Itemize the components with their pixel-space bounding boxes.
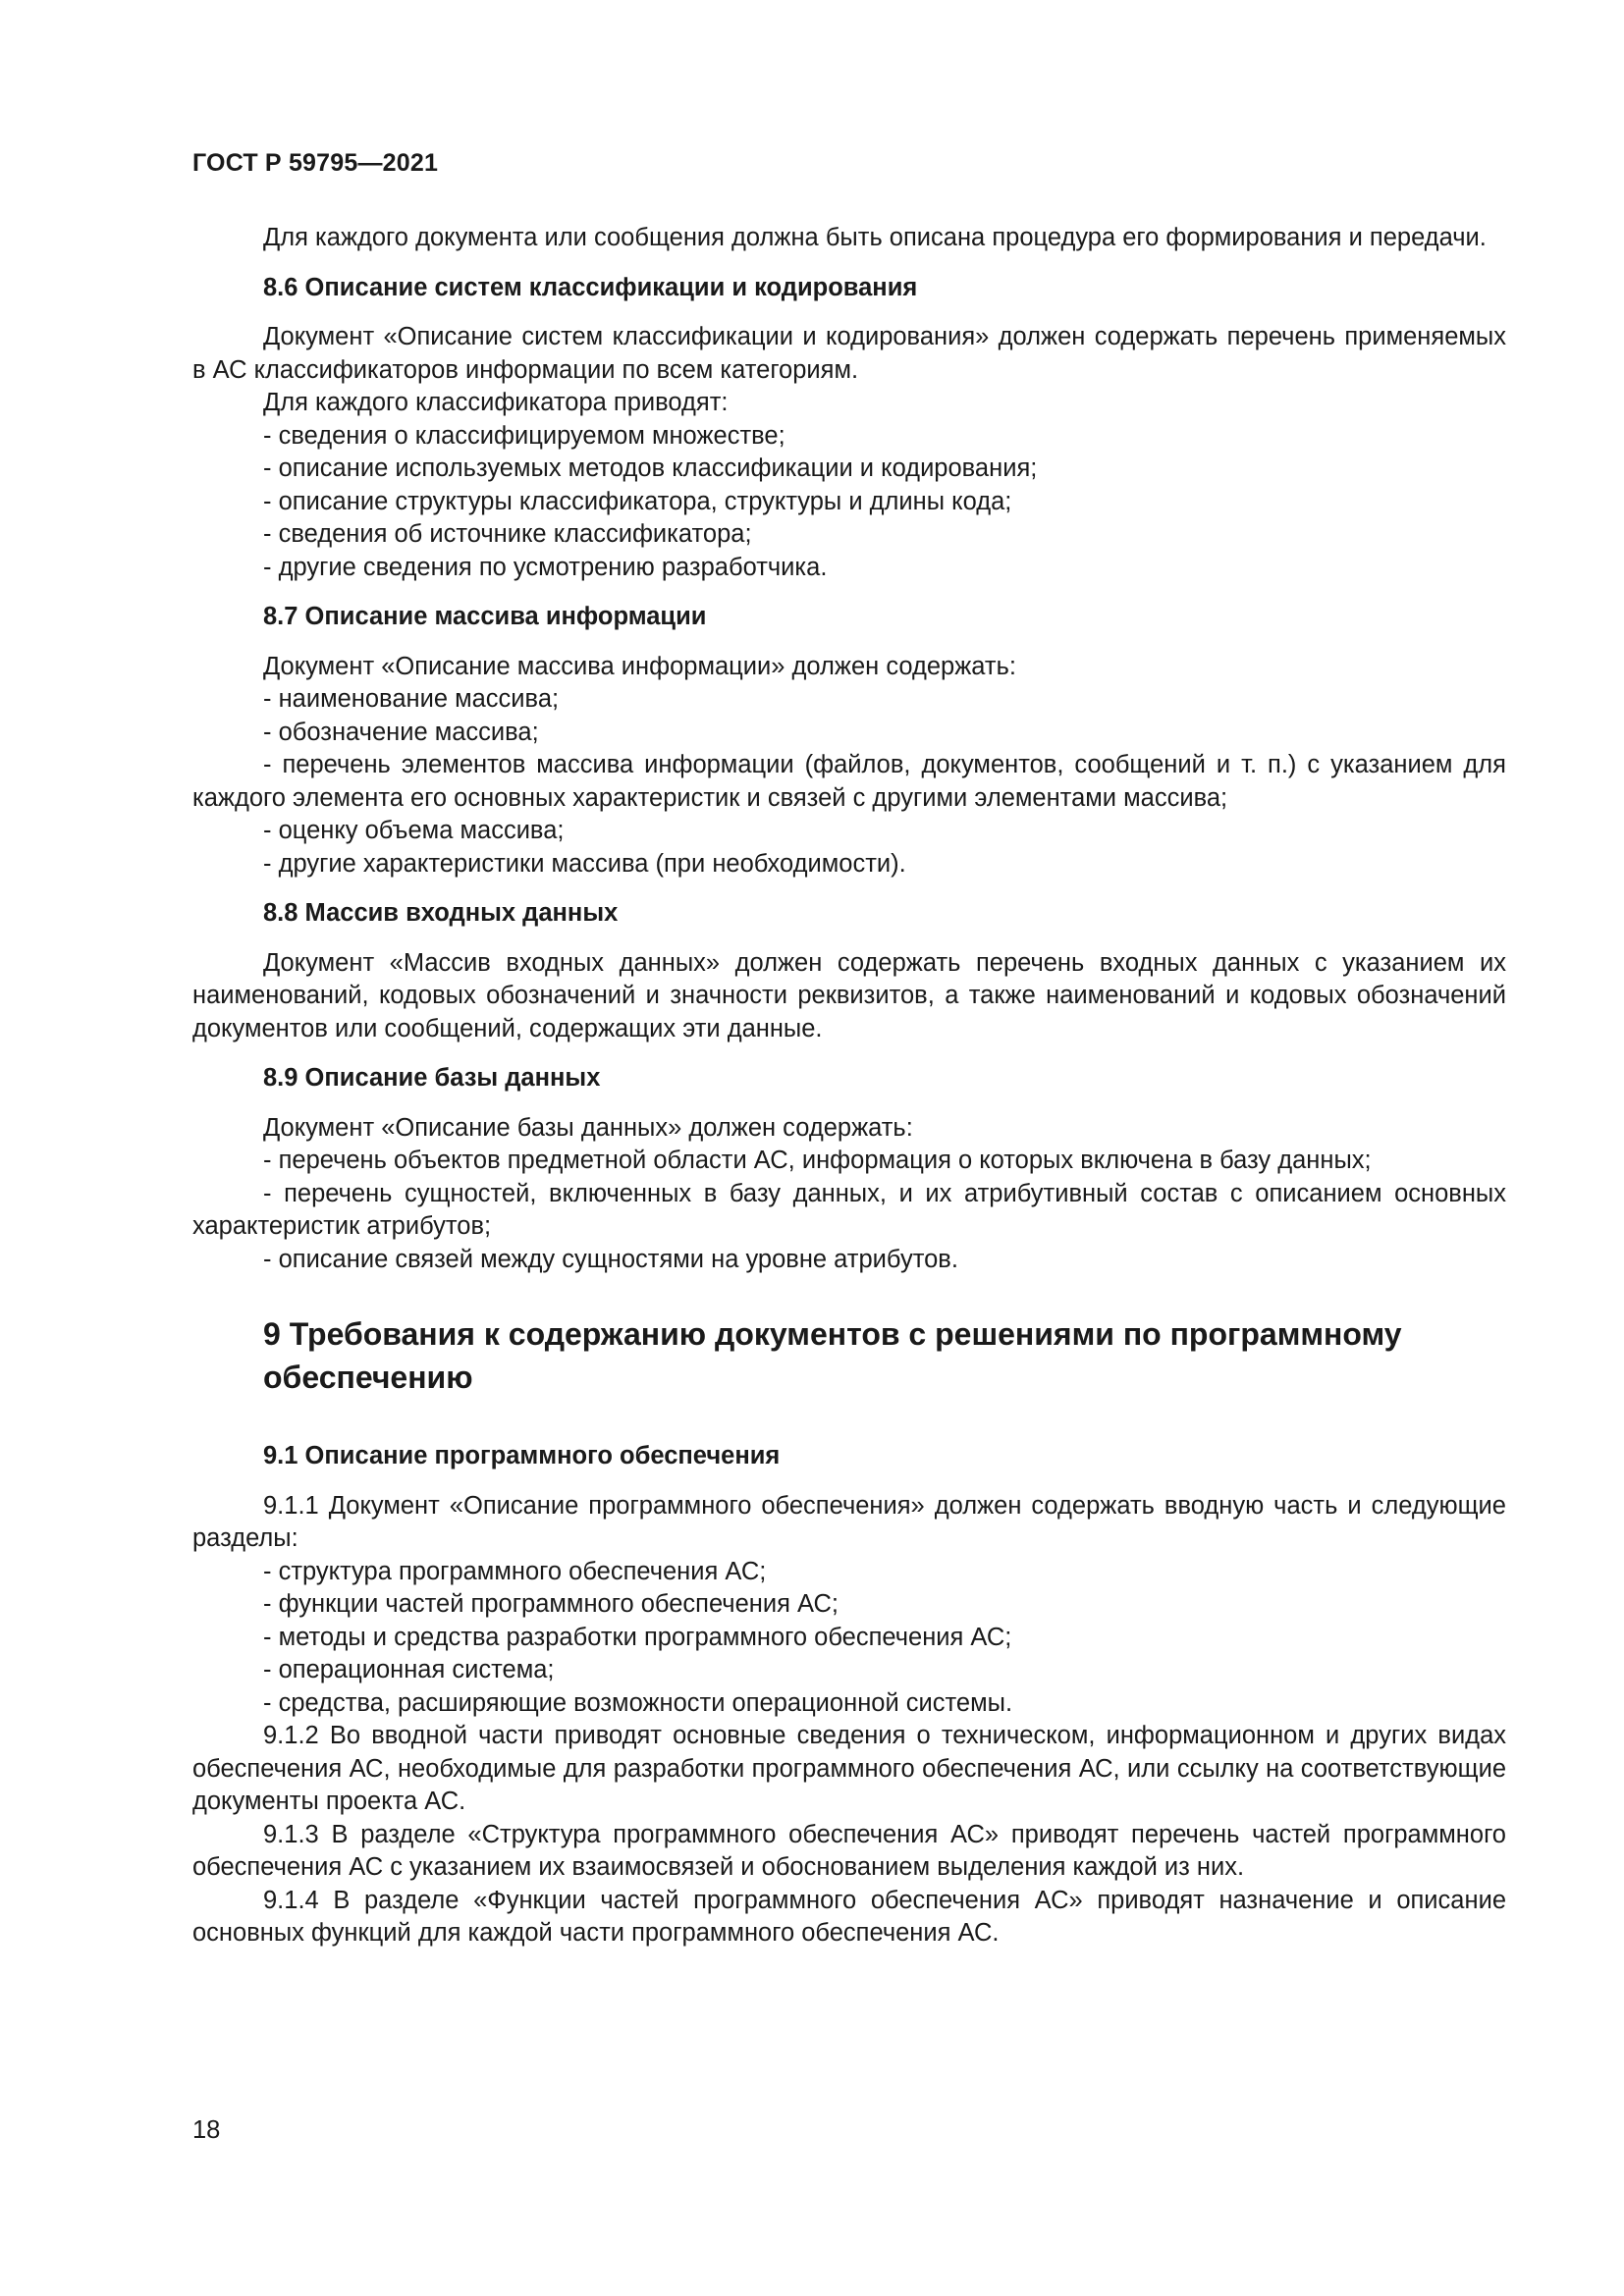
- intro-paragraph: Для каждого документа или сообщения должна быть описана процедура его формирования и передачи.: [263, 224, 1487, 251]
- list-item: - перечень элементов массива информации (файлов, документов, сообщений и т. п.) с указанием для каждого элемента его основных характеристик и связей с другими элементами массива;: [192, 751, 1506, 812]
- list-item: - описание связей между сущностями на уровне атрибутов.: [263, 1245, 958, 1273]
- section-8-6-paragraph-1: Документ «Описание систем классификации и кодирования» должен содержать перечень применяемых в АС классификаторов информации по всем категориям.: [192, 323, 1506, 384]
- section-9-1-2-paragraph: 9.1.2 Во вводной части приводят основные сведения о техническом, информационном и других видах обеспечения АС, необходимые для разработки программного обеспечения АС, или ссылку на соответствующие документы проекта АС.: [192, 1722, 1506, 1815]
- list-item: - операционная система;: [263, 1656, 555, 1683]
- section-9-1-heading: 9.1 Описание программного обеспечения: [263, 1442, 781, 1469]
- page-number: 18: [192, 2116, 221, 2144]
- list-item: - оценку объема массива;: [263, 817, 565, 844]
- list-item: - другие сведения по усмотрению разработчика.: [263, 553, 828, 581]
- list-item: - наименование массива;: [263, 685, 560, 713]
- section-8-9-heading: 8.9 Описание базы данных: [263, 1064, 601, 1092]
- list-item: - структура программного обеспечения АС;: [263, 1557, 767, 1585]
- section-9-1-4-paragraph: 9.1.4 В разделе «Функции частей программного обеспечения АС» приводят назначение и описание основных функций для каждой части программного обеспечения АС.: [192, 1886, 1506, 1947]
- document-header-id: ГОСТ Р 59795—2021: [192, 149, 439, 177]
- list-item: - методы и средства разработки программного обеспечения АС;: [263, 1623, 1012, 1651]
- list-item: - другие характеристики массива (при необходимости).: [263, 849, 906, 878]
- section-8-6-heading: 8.6 Описание систем классификации и кодирования: [263, 273, 918, 301]
- section-8-8-heading: 8.8 Массив входных данных: [263, 899, 619, 927]
- section-8-8-paragraph-1: Документ «Массив входных данных» должен содержать перечень входных данных с указанием их наименований, кодовых обозначений и значности реквизитов, а также наименований и кодовых обозначений документов или сообщений, содержащих эти данные.: [192, 948, 1506, 1042]
- list-item: - описание структуры классификатора, структуры и длины кода;: [263, 487, 1012, 515]
- list-item: - сведения о классифицируемом множестве;: [263, 421, 785, 450]
- list-item: - описание используемых методов классификации и кодирования;: [263, 454, 1038, 482]
- section-9-1-3-paragraph: 9.1.3 В разделе «Структура программного обеспечения АС» приводят перечень частей программного обеспечения АС с указанием их взаимосвязей и обоснованием выделения каждой из них.: [192, 1820, 1506, 1881]
- list-item: - средства, расширяющие возможности операционной системы.: [263, 1688, 1013, 1717]
- list-item: - функции частей программного обеспечения АС;: [263, 1590, 839, 1618]
- list-item: - перечень сущностей, включенных в базу данных, и их атрибутивный состав с описанием основных характеристик атрибутов;: [192, 1179, 1506, 1240]
- list-item: - обозначение массива;: [263, 718, 539, 746]
- section-9-1-1-paragraph: 9.1.1 Документ «Описание программного обеспечения» должен содержать вводную часть и следующие разделы:: [192, 1491, 1506, 1552]
- section-8-7-paragraph-1: Документ «Описание массива информации» должен содержать:: [263, 652, 1016, 680]
- section-8-9-paragraph-1: Документ «Описание базы данных» должен содержать:: [263, 1113, 913, 1142]
- section-8-7-heading: 8.7 Описание массива информации: [263, 603, 707, 630]
- list-item: - сведения об источнике классификатора;: [263, 520, 752, 548]
- list-item: - перечень объектов предметной области АС, информация о которых включена в базу данных;: [263, 1147, 1372, 1174]
- section-8-6-paragraph-2: Для каждого классификатора приводят:: [263, 389, 729, 416]
- section-9-heading: 9 Требования к содержанию документов с решениями по программному обеспечению: [263, 1316, 1402, 1395]
- document-body: [192, 222, 1506, 1950]
